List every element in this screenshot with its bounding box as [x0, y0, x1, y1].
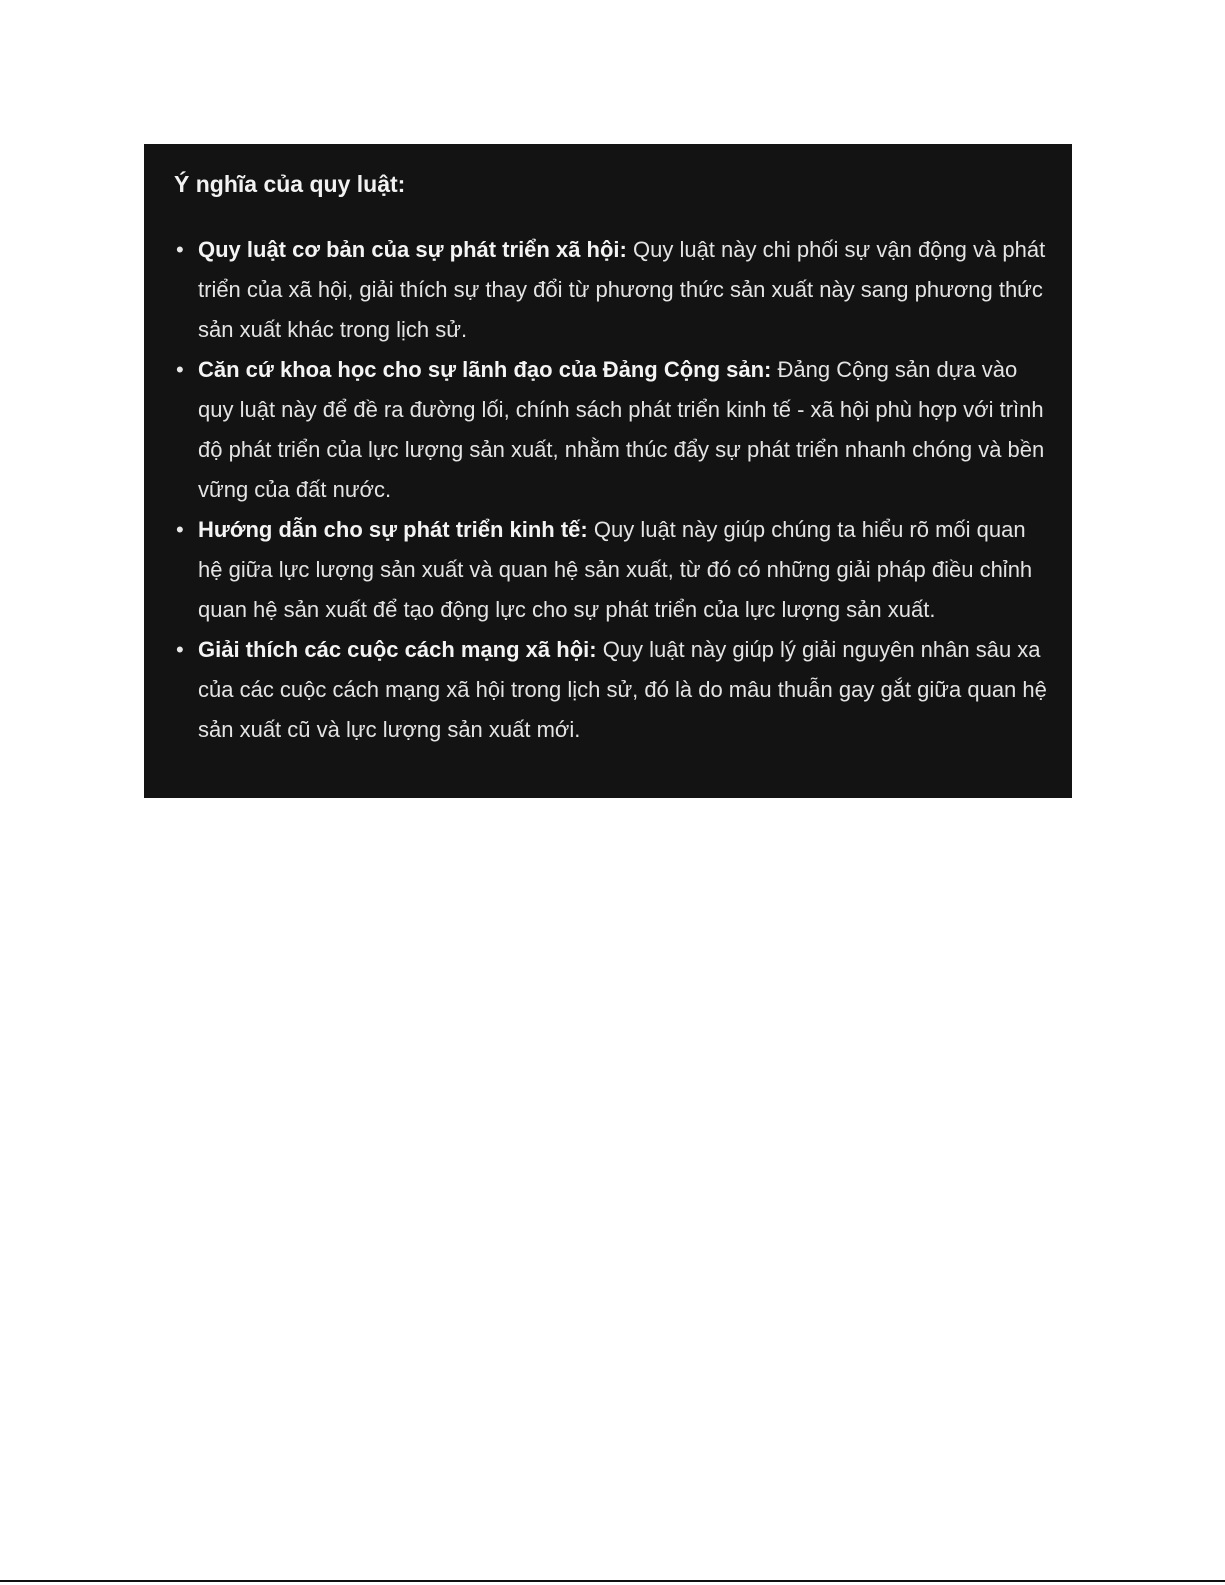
item-text: Quy luật này giúp chúng ta hiểu rõ mối quan hệ giữa lực lượng sản xuất và quan hệ sản xuất, từ đó có những giải pháp điều chỉnh quan hệ sản xuất để tạo động lực cho sự phát triển của lực lượng sản xuất. [198, 517, 1033, 622]
meaning-list [174, 230, 1052, 750]
list-item [174, 510, 1052, 630]
item-term: Hướng dẫn cho sự phát triển kinh tế: [198, 517, 588, 542]
dark-text-panel [144, 144, 1072, 798]
list-item [174, 350, 1052, 510]
bullet-icon: • [176, 357, 184, 382]
list-item [174, 230, 1052, 350]
page-bottom-divider [0, 1580, 1225, 1582]
item-text: Đảng Cộng sản dựa vào quy luật này để đề ra đường lối, chính sách phát triển kinh tế - xã hội phù hợp với trình độ phát triển của lực lượng sản xuất, nhằm thúc đẩy sự phát triển nhanh chóng và bền vững của đất nước. [198, 357, 1045, 502]
bullet-icon: • [176, 637, 184, 662]
bullet-icon: • [176, 517, 184, 542]
item-term: Giải thích các cuộc cách mạng xã hội: [198, 637, 597, 662]
item-text: Quy luật này giúp lý giải nguyên nhân sâu xa của các cuộc cách mạng xã hội trong lịch sử, đó là do mâu thuẫn gay gắt giữa quan hệ sản xuất cũ và lực lượng sản xuất mới. [198, 637, 1047, 742]
item-term: Căn cứ khoa học cho sự lãnh đạo của Đảng Cộng sản: [198, 357, 772, 382]
item-text: Quy luật này chi phối sự vận động và phát triển của xã hội, giải thích sự thay đổi từ phương thức sản xuất này sang phương thức sản xuất khác trong lịch sử. [198, 237, 1046, 342]
list-item [174, 630, 1052, 750]
bullet-icon: • [176, 237, 184, 262]
item-term: Quy luật cơ bản của sự phát triển xã hội: [198, 237, 627, 262]
section-heading: Ý nghĩa của quy luật: [174, 171, 406, 197]
